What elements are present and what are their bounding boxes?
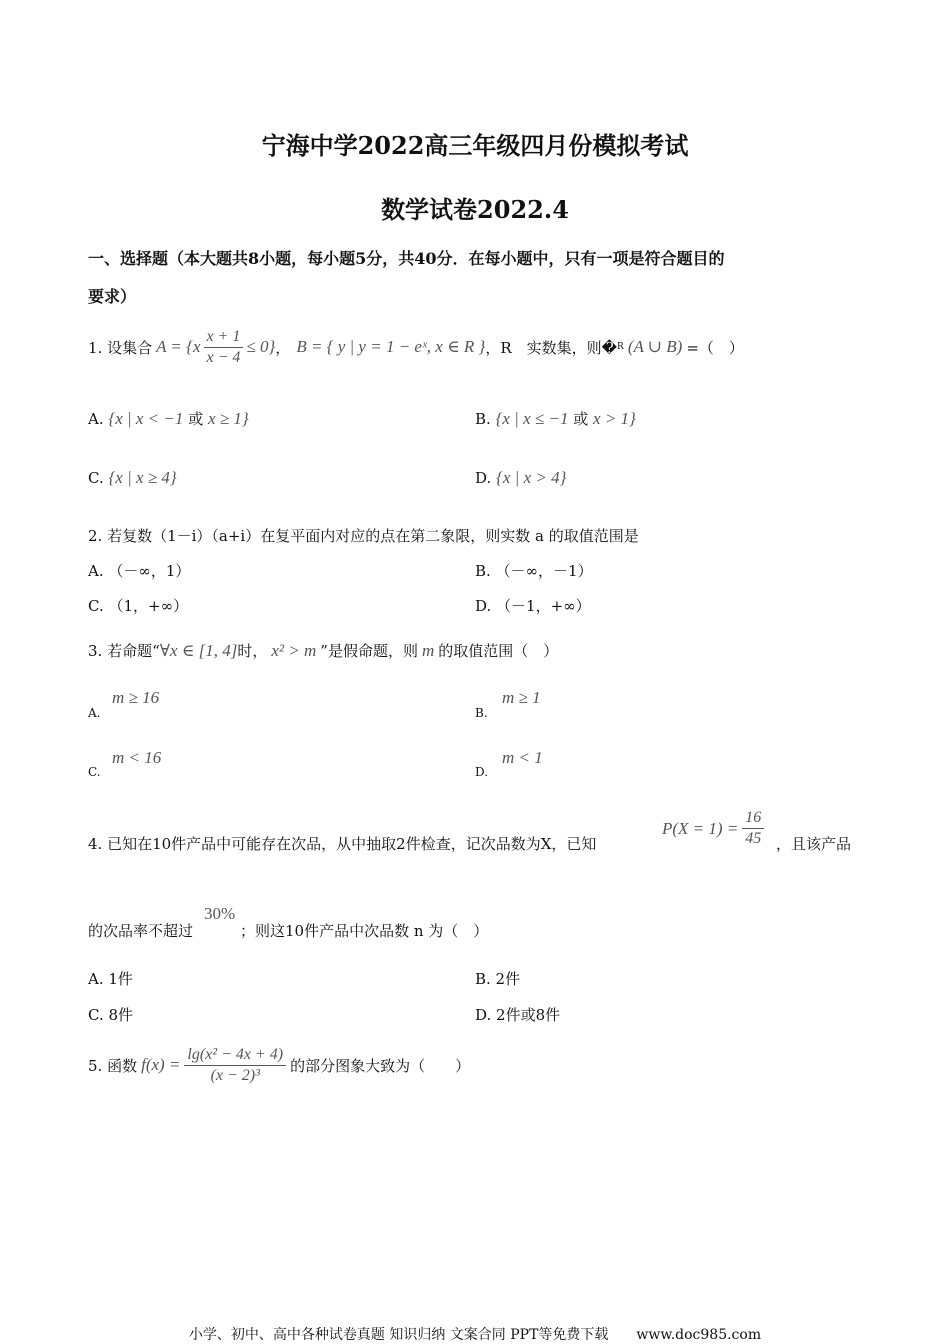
q3-option-c-math <box>112 748 161 768</box>
q1-option-b-label: B. <box>475 410 491 428</box>
q4-percent-value: 30% <box>204 904 236 923</box>
q1-option-a-math2: x ≥ 1} <box>207 409 249 428</box>
q3-stem-post: ”是假命题，则 <box>320 642 418 660</box>
q1-option-d-math: {x | x > 4} <box>496 468 567 487</box>
q4-stem-post: ，且该产品 <box>776 835 852 853</box>
q1-option-a-math1: {x | x < −1 <box>108 409 184 428</box>
q3-option-a-math <box>112 688 159 708</box>
q1-set-a-denominator: x − 4 <box>206 348 241 366</box>
q1-option-c <box>88 468 177 488</box>
question-3-stem <box>88 640 558 661</box>
q2-option-a: A. （－∞，1） <box>88 562 191 580</box>
q3-option-c-label: C. <box>88 765 101 779</box>
q4-probability <box>662 808 764 849</box>
q5-suffix: 的部分图象大致为（ ） <box>290 1056 471 1075</box>
q1-set-b: B = { y | y = 1 − eˣ, x ∈ R } <box>296 337 486 356</box>
exam-title: 宁海中学2022高三年级四月份模拟考试 <box>261 131 689 160</box>
q1-prefix: 1. 设集合 <box>88 338 153 357</box>
q1-option-a-label: A. <box>88 410 104 428</box>
question-2-stem: 2. 若复数（1－i）（a+i）在复平面内对应的点在第二象限，则实数 a 的取值范围是 <box>88 527 639 545</box>
q3-stem-end: 的取值范围（ ） <box>438 642 559 660</box>
q3-option-d-math <box>502 748 543 768</box>
q4-option-d: D. 2件或8件 <box>475 1006 561 1024</box>
q5-function-denominator: (x − 2)³ <box>210 1066 260 1084</box>
q1-option-a <box>88 408 249 429</box>
q5-prefix: 5. 函数 <box>88 1056 138 1075</box>
section-heading-line2: 要求） <box>88 287 137 306</box>
q1-option-c-label: C. <box>88 469 104 487</box>
q2-option-c: C. （1，+∞） <box>88 597 189 615</box>
q3-option-c-value: m < 16 <box>112 748 162 767</box>
q3-option-b-math <box>502 688 541 708</box>
q1-option-b <box>475 408 636 429</box>
q3-option-d-value: m < 1 <box>502 748 543 767</box>
q4-option-a: A. 1件 <box>88 970 133 988</box>
q4-stem-line2-post: ；则这10件产品中次品数 n 为（ ） <box>240 922 489 940</box>
section-heading-line1: 一、选择题（本大题共8小题，每小题5分，共40分．在每小题中，只有一项是符合题目的 <box>88 249 725 268</box>
page-footer: 小学、初中、高中各种试卷真题 知识归纳 文案合同 PPT等免费下载 www.doc985.com <box>188 1327 762 1343</box>
q1-option-a-or: 或 <box>188 410 204 428</box>
question-4-stem-line1-text: 4. 已知在10件产品中可能存在次品，从中抽取2件检查，记次品数为X，已知 <box>88 835 597 853</box>
q3-option-d-label: D. <box>475 765 489 779</box>
q1-complement-sub: R <box>617 342 624 352</box>
q1-option-d-label: D. <box>475 469 492 487</box>
q5-function-numerator: lg(x² − 4x + 4) <box>184 1045 286 1066</box>
q4-percent <box>204 904 235 924</box>
q4-prob-fraction <box>742 808 764 849</box>
q4-stem-line2-pre: 的次品率不超过 <box>88 922 194 940</box>
q1-set-a-numerator: x + 1 <box>204 327 244 348</box>
question-5-stem <box>88 1040 470 1090</box>
q1-option-b-or: 或 <box>573 410 589 428</box>
q1-set-a-rhs: ≤ 0} <box>246 337 276 356</box>
q2-option-d: D. （－1，+∞） <box>475 597 591 615</box>
q1-tail: ，R 实数集，则� <box>485 338 618 357</box>
exam-subtitle: 数学试卷2022.4 <box>381 195 569 224</box>
q3-math-m: m <box>421 641 435 660</box>
q1-set-a-lhs: A = {x <box>156 337 201 356</box>
q1-set-a-fraction <box>204 327 244 368</box>
q1-separator: ， <box>275 338 291 357</box>
q3-stem-pre: 3. 若命题“ <box>88 642 160 660</box>
q3-stem-mid: 时， <box>237 642 268 660</box>
q1-expression: (A ∪ B) <box>627 337 683 356</box>
q4-prob-denominator: 45 <box>745 830 762 847</box>
q1-end: =（ ） <box>686 338 744 357</box>
q1-option-b-math2: x > 1} <box>593 409 636 428</box>
q1-option-c-math: {x | x ≥ 4} <box>108 468 177 487</box>
q2-option-b: B. （－∞，－1） <box>475 562 593 580</box>
q3-option-b-value: m ≥ 1 <box>502 688 541 707</box>
q4-option-b: B. 2件 <box>475 970 521 988</box>
q3-math-inequality: x² > m <box>271 641 317 660</box>
q3-option-a-value: m ≥ 16 <box>112 688 160 707</box>
q4-prob-numerator: 16 <box>742 808 764 829</box>
q3-option-a-label: A. <box>88 706 101 720</box>
question-1-stem <box>88 322 744 372</box>
q4-prob-lhs: P(X = 1) = <box>662 818 739 838</box>
q3-option-b-label: B. <box>475 706 488 720</box>
q1-option-d <box>475 468 566 488</box>
q4-option-c: C. 8件 <box>88 1006 134 1024</box>
q5-function-fraction <box>184 1045 286 1086</box>
q5-function-lhs: f(x) = <box>141 1055 181 1074</box>
q3-math-forall: ∀x ∈ [1, 4] <box>159 641 238 660</box>
q1-option-b-math1: {x | x ≤ −1 <box>495 409 569 428</box>
